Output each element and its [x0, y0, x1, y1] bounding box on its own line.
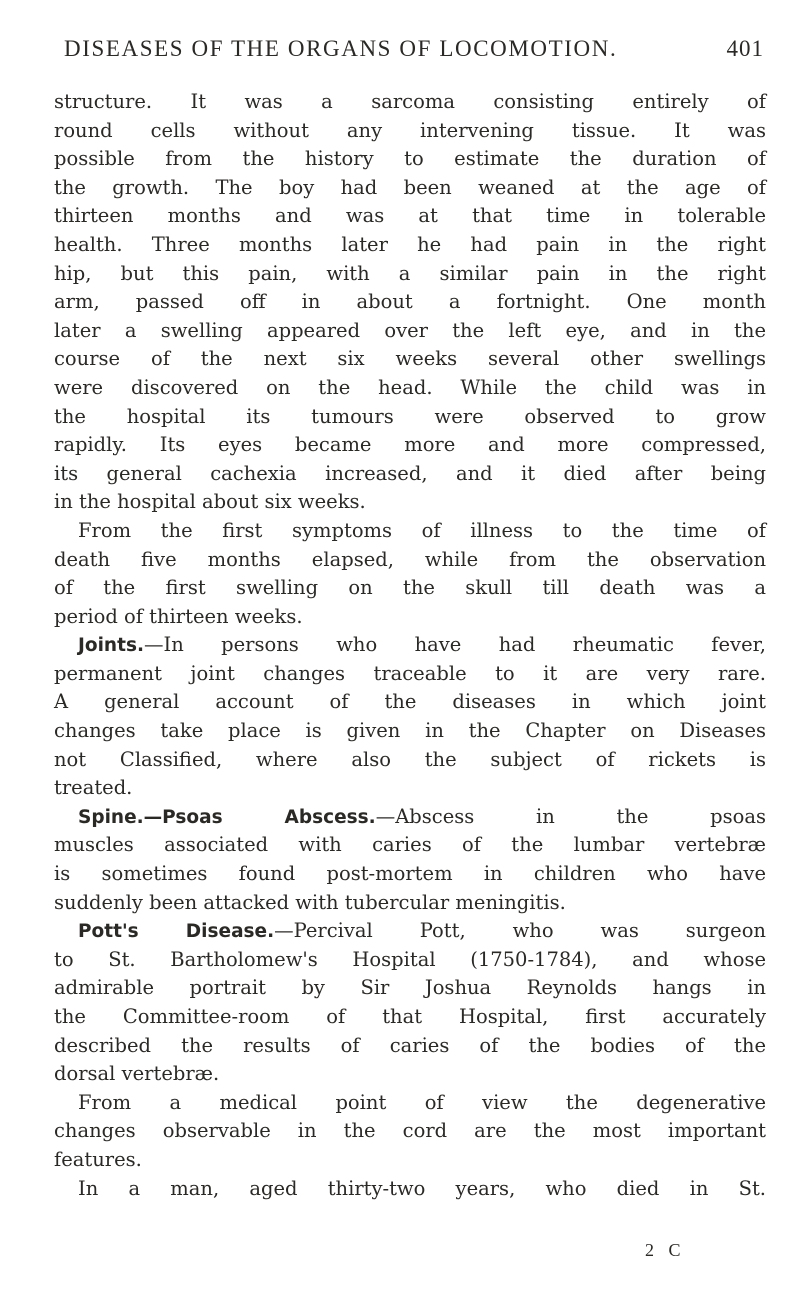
- text-line: features.: [54, 1147, 142, 1171]
- text-line: later a swelling appeared over the left eye, and in the: [54, 318, 766, 342]
- text-line: possible from the history to estimate the duration of: [54, 147, 766, 171]
- text-line: structure. It was a sarcoma consisting entirely of: [54, 90, 766, 113]
- text-line: muscles associated with caries of the lumbar vertebræ: [54, 833, 766, 857]
- text-line: course of the next six weeks several other swellings: [54, 347, 766, 371]
- text-line: round cells without any intervening tissue. It was: [54, 118, 766, 142]
- text-line: period of thirteen weeks.: [54, 604, 303, 628]
- page-header: [64, 36, 764, 70]
- text-line: is sometimes found post-mortem in children who have: [54, 862, 766, 886]
- text-run: —In persons who have had rheumatic fever,: [144, 633, 766, 657]
- section-heading-spine: Spine.—Psoas Abscess.: [78, 806, 376, 828]
- text-run: —Percival Pott, who was surgeon: [274, 919, 766, 943]
- section-heading-potts-disease: Pott's Disease.: [78, 921, 275, 943]
- section-line-potts: [54, 917, 766, 946]
- signature-mark: 2 C: [645, 1240, 686, 1260]
- text-line: not Classified, where also the subject of rickets is: [54, 747, 766, 771]
- text-line: permanent joint changes traceable to it are very rare.: [54, 661, 766, 685]
- text-run: —Abscess in the psoas: [375, 804, 766, 828]
- text-line: health. Three months later he had pain in the right: [54, 232, 766, 256]
- page-number: 401: [726, 36, 764, 61]
- body-text: [54, 88, 766, 1203]
- text-line: the growth. The boy had been weaned at the age of: [54, 175, 766, 199]
- text-line: From a medical point of view the degenerative: [78, 1090, 766, 1114]
- text-line: dorsal vertebræ.: [54, 1062, 220, 1086]
- text-line: treated.: [54, 776, 133, 800]
- text-line: death five months elapsed, while from the observation: [54, 547, 766, 571]
- text-line: hip, but this pain, with a similar pain in the right: [54, 261, 766, 285]
- text-line: suddenly been attacked with tubercular meningitis.: [54, 890, 566, 914]
- text-line: changes take place is given in the Chapter on Diseases: [54, 719, 766, 743]
- section-heading-joints: Joints.: [78, 635, 144, 657]
- text-line: thirteen months and was at that time in tolerable: [54, 204, 766, 228]
- text-line: the Committee-room of that Hospital, first accurately: [54, 1005, 766, 1028]
- text-line: to St. Bartholomew's Hospital (1750-1784), and whose: [54, 947, 766, 971]
- text-line: of the first swelling on the skull till death was a: [54, 576, 766, 600]
- text-line: described the results of caries of the bodies of the: [54, 1033, 766, 1057]
- text-line: the hospital its tumours were observed to grow: [54, 404, 766, 428]
- text-line: were discovered on the head. While the child was in: [54, 375, 766, 399]
- text-line: In a man, aged thirty-two years, who died in St.: [78, 1176, 766, 1200]
- text-line: changes observable in the cord are the most important: [54, 1119, 766, 1143]
- text-line: admirable portrait by Sir Joshua Reynolds hangs in: [54, 976, 766, 1000]
- text-line: arm, passed off in about a fortnight. One month: [54, 290, 766, 314]
- text-line: A general account of the diseases in which joint: [54, 690, 766, 714]
- section-line-spine: [54, 803, 766, 832]
- section-line-joints: [54, 631, 766, 660]
- text-line: its general cachexia increased, and it died after being: [54, 461, 766, 485]
- running-head: DISEASES OF THE ORGANS OF LOCOMOTION.: [64, 36, 618, 61]
- text-line: From the first symptoms of illness to the time of: [78, 518, 766, 542]
- text-line: rapidly. Its eyes became more and more compressed,: [54, 433, 766, 457]
- text-line: in the hospital about six weeks.: [54, 490, 366, 514]
